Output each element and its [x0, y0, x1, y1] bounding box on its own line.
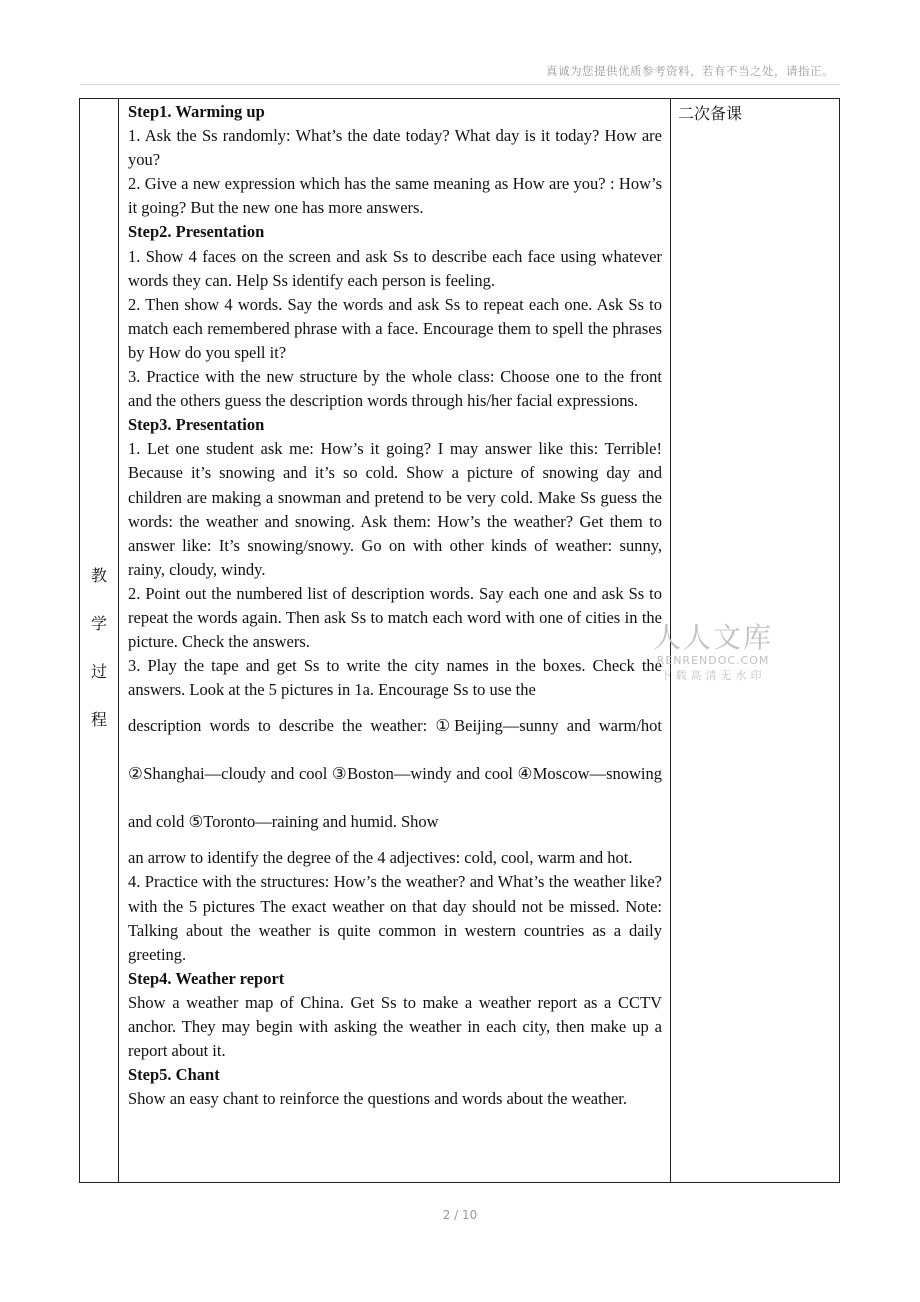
- step3-item-3c: an arrow to identify the degree of the 4 adjectives: cold, cool, warm and hot.: [128, 848, 633, 868]
- step5-item-1: Show an easy chant to reinforce the questions and words about the weather.: [128, 1089, 627, 1109]
- step3-title: Step3. Presentation: [128, 415, 265, 435]
- watermark-logo: 人人文库: [652, 621, 773, 654]
- header-note: 真诚为您提供优质参考资料，若有不当之处，请指正。: [546, 64, 834, 78]
- step3-item-3b: description words to describe the weather: ①Beijing—sunny and warm/hot ②Shanghai—cloudy and cool ③Boston—windy and cool ④Moscow—snowing and cold ⑤Toronto—raining and humid. Show: [128, 716, 662, 832]
- side-label-char: 教: [90, 566, 107, 585]
- step2-item-2: 2. Then show 4 words. Say the words and ask Ss to repeat each one. Ask Ss to match each remembered phrase with a face. Encourage them to spell the phrases by How do you spell it?: [128, 294, 662, 362]
- watermark-url: RENRENDOC.COM: [656, 654, 770, 667]
- step2-item-1: 1. Show 4 faces on the screen and ask Ss to describe each face using whatever words they can. Help Ss identify each person is feeling.: [128, 246, 662, 290]
- step4-item-1: Show a weather map of China. Get Ss to make a weather report as a CCTV anchor. They may begin with asking the weather in each city, then make up a report about it.: [128, 992, 662, 1061]
- step3-item-1: 1. Let one student ask me: How’s it going? I may answer like this: Terrible! Because it’s snowing and it’s so cold. Show a picture of snowing day and children are making a snowman and pretend to be very cold. Make Ss guess the words: the weather and snowing. Ask them: How’s the weather? Get them to answer like: It’s snowing/snowy. Go on with other kinds of weather: sunny, rainy, cloudy, windy.: [128, 439, 662, 579]
- second-preparation-header: 二次备课: [678, 104, 743, 123]
- step3-item-3a: 3. Play the tape and get Ss to write the city names in the boxes. Check the answers. Look at the 5 pictures in 1a. Encourage Ss to use the: [128, 656, 662, 700]
- side-label-char: 过: [90, 662, 107, 681]
- step1-item-2: 2. Give a new expression which has the same meaning as How are you? : How’s it going? But the new one has more answers.: [128, 174, 662, 218]
- step3-item-4: 4. Practice with the structures: How’s the weather? and What’s the weather like? with the 5 pictures The exact weather on that day should not be missed. Note: Talking about the weather is quite common in western countries as a daily greeting.: [128, 872, 662, 964]
- watermark-subtitle: 下载高清无水印: [660, 669, 766, 682]
- step2-item-3: 3. Practice with the new structure by the whole class: Choose one to the front and the others guess the description words through his/her facial expressions.: [128, 367, 662, 411]
- step1-title: Step1. Warming up: [128, 102, 265, 121]
- page-number: 2 / 10: [442, 1208, 478, 1222]
- side-label-char: 学: [90, 614, 107, 633]
- step2-title: Step2. Presentation: [128, 222, 265, 242]
- side-label-char: 程: [90, 710, 107, 729]
- step4-title: Step4. Weather report: [128, 968, 285, 988]
- step1-item-1: 1. Ask the Ss randomly: What’s the date today? What day is it today? How are you?: [128, 126, 662, 170]
- table-column-divider: [118, 98, 119, 1183]
- lesson-steps: [128, 100, 662, 1182]
- header-divider: [80, 84, 840, 85]
- step5-title: Step5. Chant: [128, 1065, 220, 1085]
- watermark: [648, 622, 778, 684]
- teaching-process-label: [80, 552, 118, 744]
- step3-item-2: 2. Point out the numbered list of description words. Say each one and ask Ss to repeat the words again. Then ask Ss to match each word with one of cities in the picture. Check the answers.: [128, 583, 662, 652]
